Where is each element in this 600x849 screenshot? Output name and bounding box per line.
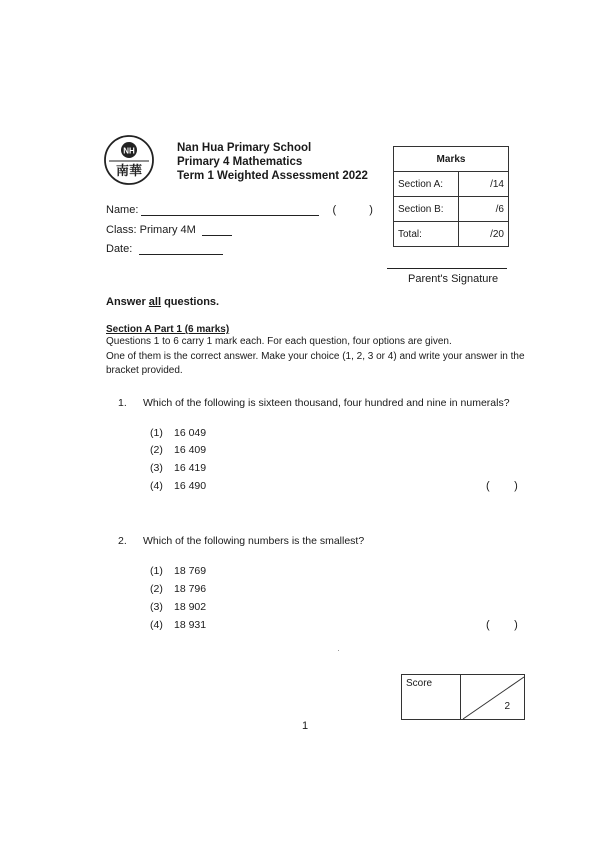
q2-option-1[interactable] [150,565,206,577]
instructions-emphasis: all [148,296,162,308]
class-field [106,224,232,236]
option-value: 16 419 [174,462,207,474]
signature-label: Parent's Signature [408,273,499,285]
school-name: Nan Hua Primary School [177,142,312,154]
instructions-suffix: questions. [161,296,220,308]
q2-answer-bracket[interactable]: ( ) [486,619,518,631]
option-value: 18 902 [174,601,207,613]
date-label: Date: [106,243,133,255]
section-a-instructions [106,335,536,379]
school-logo [104,135,154,185]
option-number: (2) [150,444,163,456]
school-header [177,141,368,183]
option-number: (4) [150,480,163,492]
option-value: 18 796 [174,583,207,595]
total-label: Total: [394,222,459,247]
question-number: 2. [118,535,127,547]
q1-option-2[interactable] [150,444,206,456]
question-text: Which of the following is sixteen thousand, four hundred and nine in numerals? [143,397,510,409]
option-number: (4) [150,619,163,631]
q1-option-3[interactable] [150,462,206,474]
option-number: (2) [150,583,163,595]
instructions [106,296,219,308]
class-label: Class: Primary 4M [106,224,196,236]
section-a-heading: Section A Part 1 (6 marks) [106,324,230,335]
svg-text:NH: NH [123,146,135,156]
question-text: Which of the following numbers is the smallest? [143,535,365,547]
marks-title: Marks [394,147,509,172]
q2-option-2[interactable] [150,583,206,595]
section-a-value[interactable]: /14 [459,172,509,197]
q1-answer-bracket[interactable]: ( ) [486,480,518,492]
section-a-label: Section A: [394,172,459,197]
option-value: 18 769 [174,565,207,577]
score-diagonal [461,675,526,721]
instructions-prefix: Answer [106,296,149,308]
marks-table [393,146,509,242]
section-a-line1: Questions 1 to 6 carry 1 mark each. For each question, four options are given. [106,336,452,347]
section-a-line2: One of them is the correct answer. Make your choice (1, 2, 3 or 4) and write your answer in the bracket provided. [106,350,525,376]
section-b-label: Section B: [394,197,459,222]
question-number: 1. [118,397,127,409]
svg-text:南華: 南華 [115,164,143,179]
date-field [106,243,223,255]
score-entry[interactable] [460,674,525,720]
option-value: 16 409 [174,444,207,456]
signature-line[interactable] [387,268,507,269]
score-total: 2 [504,701,510,712]
page-number: 1 [302,720,309,732]
subject-title: Primary 4 Mathematics [177,156,303,168]
q2-option-4[interactable] [150,619,206,631]
option-value: 16 490 [174,480,207,492]
assessment-title: Term 1 Weighted Assessment 2022 [177,170,368,182]
register-bracket-close: ) [369,204,373,216]
q1-option-4[interactable] [150,480,206,492]
option-value: 18 931 [174,619,207,631]
date-line[interactable] [139,244,223,255]
total-value[interactable]: /20 [459,222,509,247]
name-line[interactable] [141,205,319,216]
scan-speck [338,650,339,651]
score-label: Score [401,674,461,720]
option-number: (1) [150,427,163,439]
option-number: (3) [150,601,163,613]
q2-option-3[interactable] [150,601,206,613]
register-bracket-open: ( [332,204,337,216]
score-box [401,674,525,720]
question-1 [118,397,510,409]
class-line[interactable] [202,225,232,236]
option-number: (1) [150,565,163,577]
option-number: (3) [150,462,163,474]
q1-option-1[interactable] [150,427,206,439]
name-field [106,204,373,216]
option-value: 16 049 [174,427,207,439]
name-label: Name: [106,204,139,216]
section-b-value[interactable]: /6 [459,197,509,222]
question-2 [118,535,364,547]
